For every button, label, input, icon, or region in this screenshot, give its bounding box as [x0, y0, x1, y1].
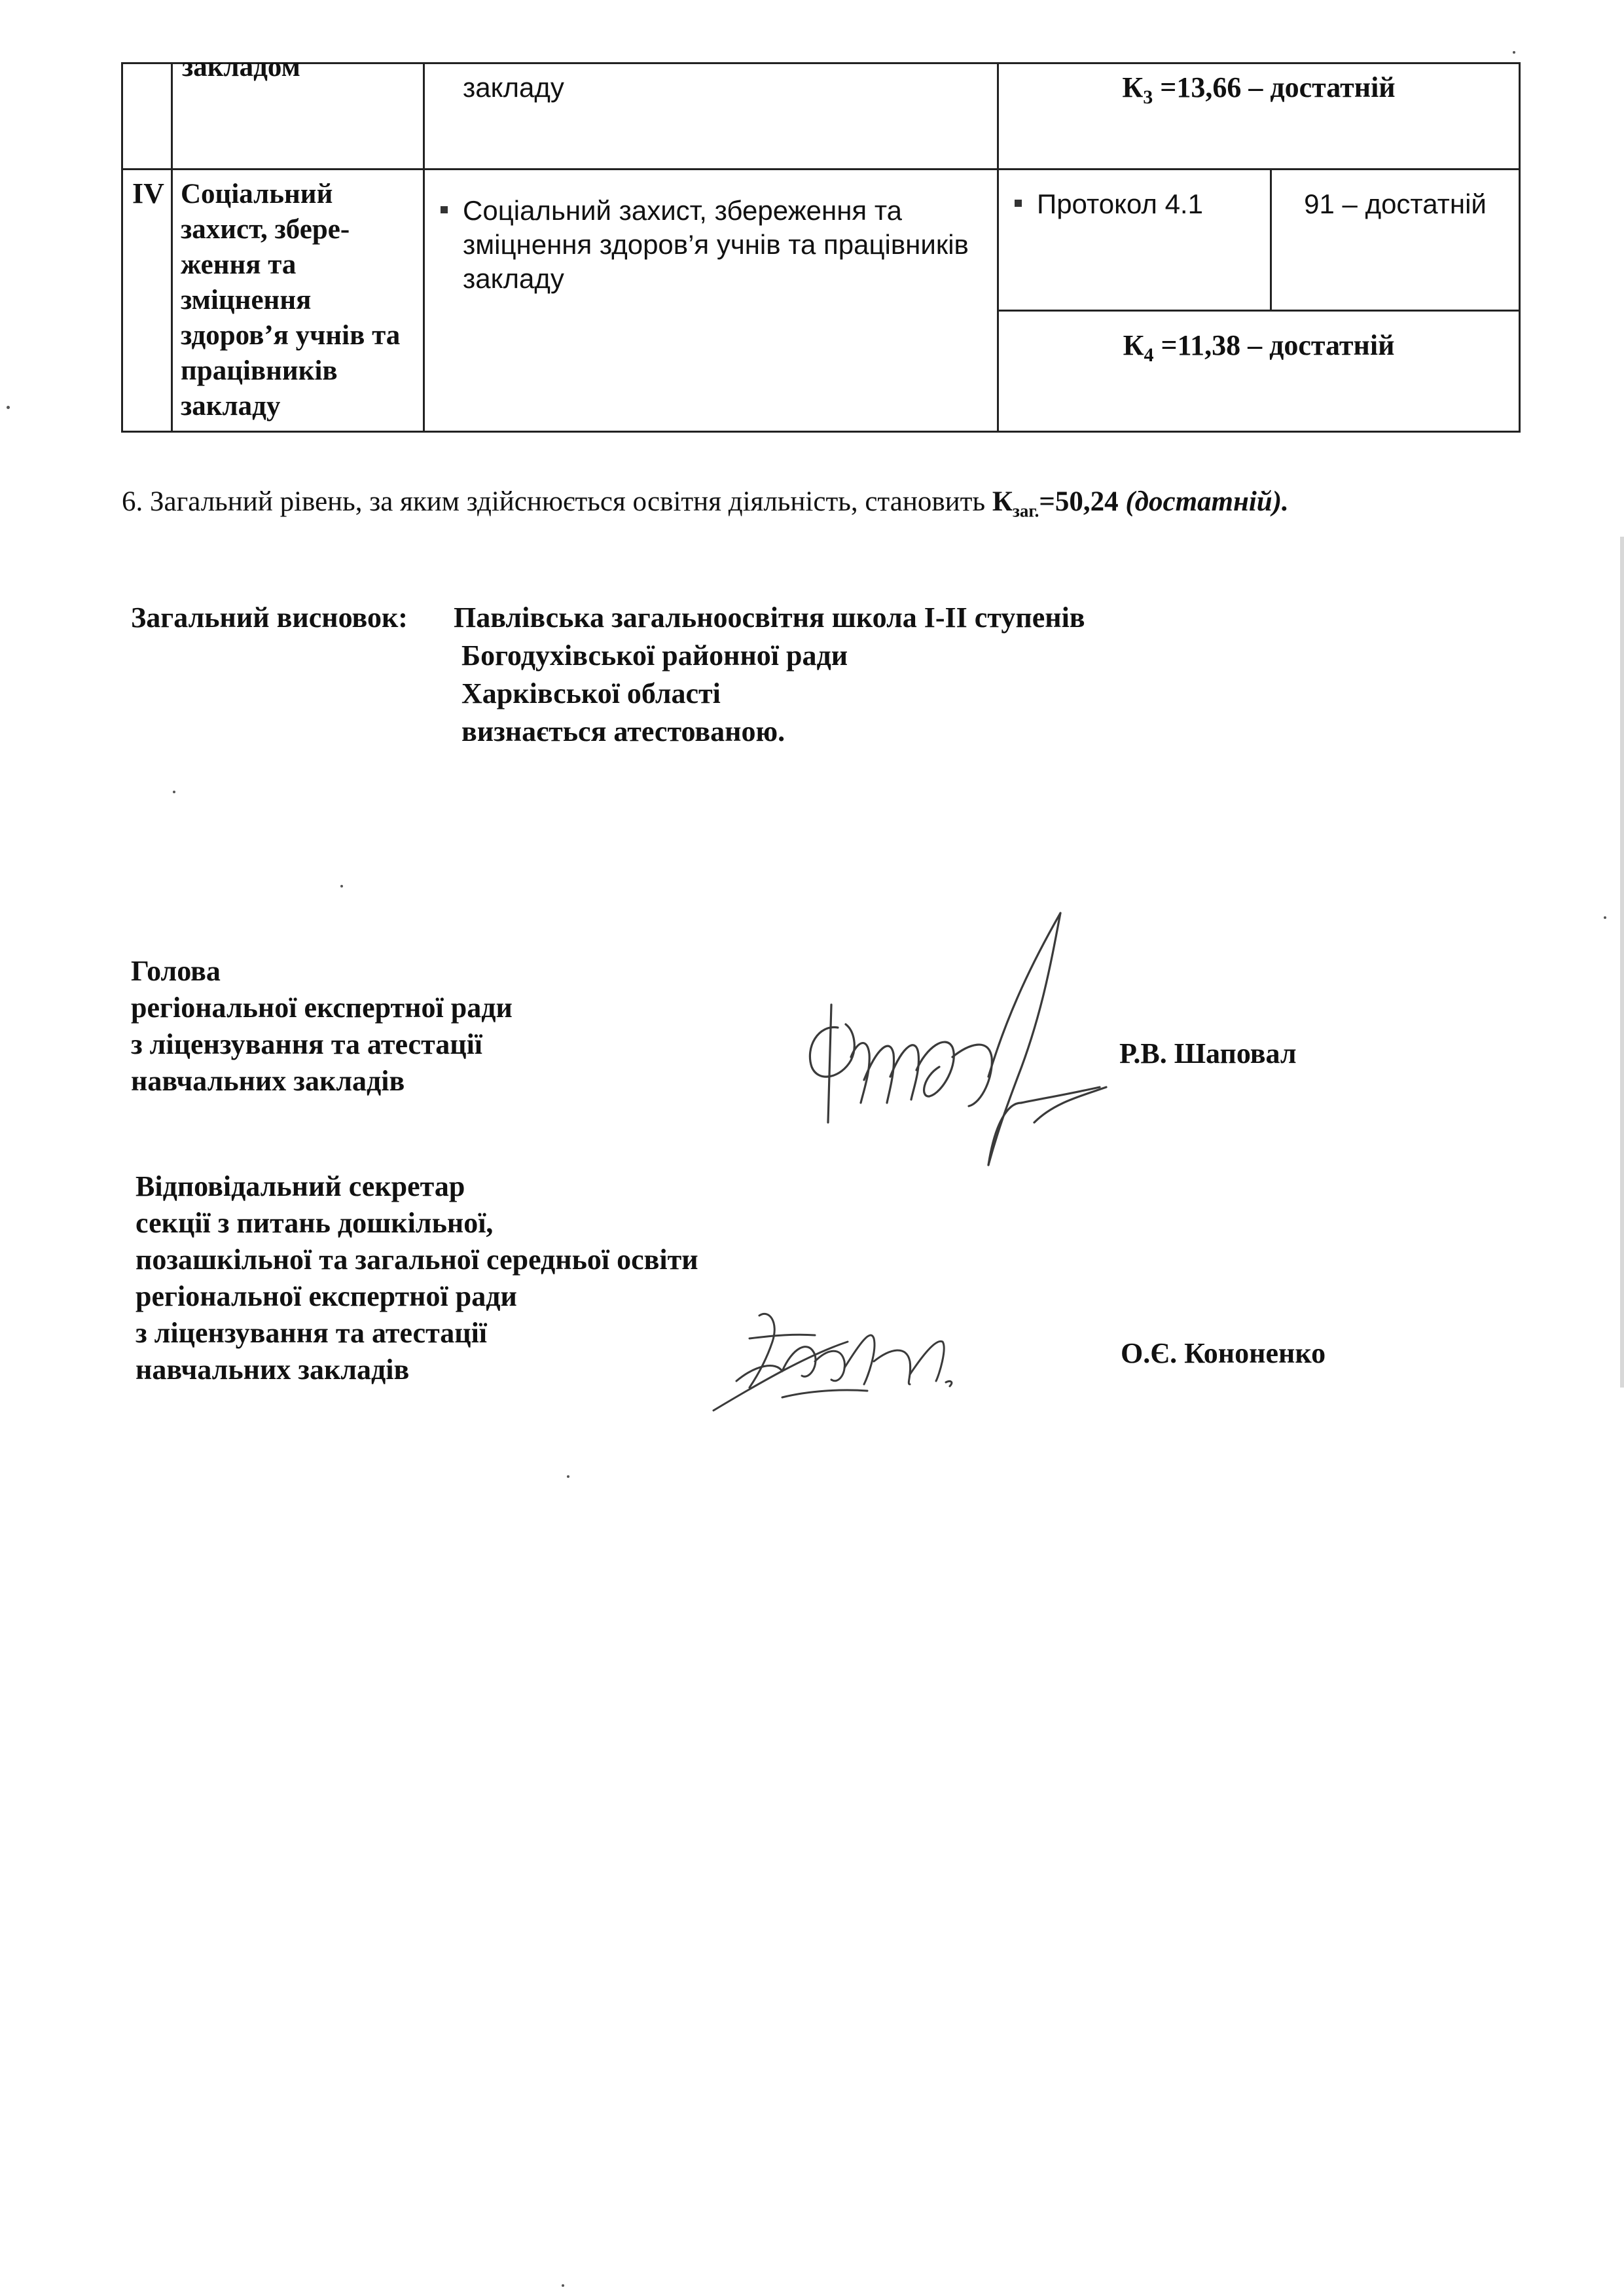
conclusion-line: Богодухівської районної ради — [461, 639, 848, 672]
k3-value: =13,66 – достатній — [1153, 71, 1396, 103]
k4-label: К — [1123, 329, 1144, 361]
overall-level-prefix: 6. Загальний рівень, за яким здійснюється освітня діяльність, становить — [122, 486, 992, 517]
title-line: секції з питань дошкільної, — [135, 1207, 494, 1239]
signatory-name-chairman: Р.В. Шаповал — [1119, 1037, 1297, 1069]
title-line: навчальних закладів — [131, 1065, 405, 1097]
scan-speck — [340, 885, 343, 888]
roman-numeral-cell — [122, 170, 172, 432]
description-cell — [424, 63, 998, 170]
title-line: Голова — [131, 955, 221, 987]
title-line: регіональної експертної ради — [131, 992, 513, 1024]
k3-cell — [998, 63, 1520, 170]
title-line: Відповідальний секретар — [135, 1170, 465, 1202]
score-cell — [1271, 170, 1520, 311]
title-line: навчальних закладів — [135, 1354, 410, 1386]
k3-subscript: 3 — [1143, 86, 1153, 108]
criterion-cell — [172, 52, 424, 170]
scan-speck — [1513, 51, 1515, 54]
scan-speck — [567, 1475, 569, 1478]
overall-k-label: К — [992, 486, 1013, 517]
k4-subscript: 4 — [1144, 344, 1154, 366]
scan-speck — [7, 406, 10, 409]
title-line: позашкільної та загальної середньої освіти — [135, 1244, 698, 1276]
scan-speck — [1604, 916, 1606, 919]
conclusion-line: Харківської області — [461, 677, 721, 709]
roman-numeral: IV — [132, 177, 164, 209]
k4-cell — [998, 310, 1520, 431]
scan-edge-shadow — [1620, 537, 1624, 1388]
conclusion-label: Загальний висновок: — [131, 601, 408, 634]
score-text: 91 – достатній — [1304, 188, 1487, 219]
description-text: Соціальний захист, збереження та зміцнення здоров’я учнів та працівників закладу — [463, 195, 969, 294]
scan-speck — [173, 791, 175, 793]
roman-cell-empty — [122, 63, 172, 170]
title-line: з ліцензування та атестації — [131, 1028, 483, 1060]
description-bullet-item — [434, 194, 988, 296]
conclusion-line: Павлівська загальноосвітня школа І-ІІ ступенів — [454, 601, 1085, 634]
description-cell — [424, 170, 998, 432]
table-row — [122, 63, 1520, 170]
criterion-text: Соціальний захист, збере-ження та зміцнення здоров’я учнів та працівників закладу — [181, 179, 401, 422]
signatory-title-chairman — [131, 953, 513, 1100]
overall-k — [992, 486, 1126, 521]
k3-label: К — [1122, 71, 1144, 103]
overall-k-subscript: заг. — [1013, 501, 1039, 521]
signatory-name-secretary: О.Є. Кононенко — [1121, 1337, 1326, 1369]
k4-value: =11,38 – достатній — [1153, 329, 1395, 361]
scan-speck — [562, 2284, 564, 2287]
protocol-cell — [998, 170, 1271, 311]
title-line: з ліцензування та атестації — [135, 1317, 488, 1349]
criterion-text: закладом — [182, 52, 300, 82]
signatory-title-secretary — [135, 1168, 698, 1388]
protocol-text: Протокол 4.1 — [1037, 188, 1203, 219]
title-line: регіональної експертної ради — [135, 1280, 517, 1312]
overall-level-word: (достатній). — [1125, 486, 1289, 517]
handwritten-signature-chairman — [792, 906, 1159, 1208]
overall-level-line — [122, 486, 1289, 522]
description-text: закладу — [463, 72, 564, 103]
criterion-cell — [172, 170, 424, 432]
protocol-bullet-item — [1008, 187, 1261, 221]
conclusion-line: визнається атестованою. — [461, 715, 785, 747]
table-row — [122, 170, 1520, 311]
overall-k-value: =50,24 — [1039, 486, 1126, 517]
handwritten-signature-secretary — [710, 1302, 998, 1420]
conclusion-text — [454, 601, 1085, 753]
evaluation-table — [121, 52, 1521, 433]
